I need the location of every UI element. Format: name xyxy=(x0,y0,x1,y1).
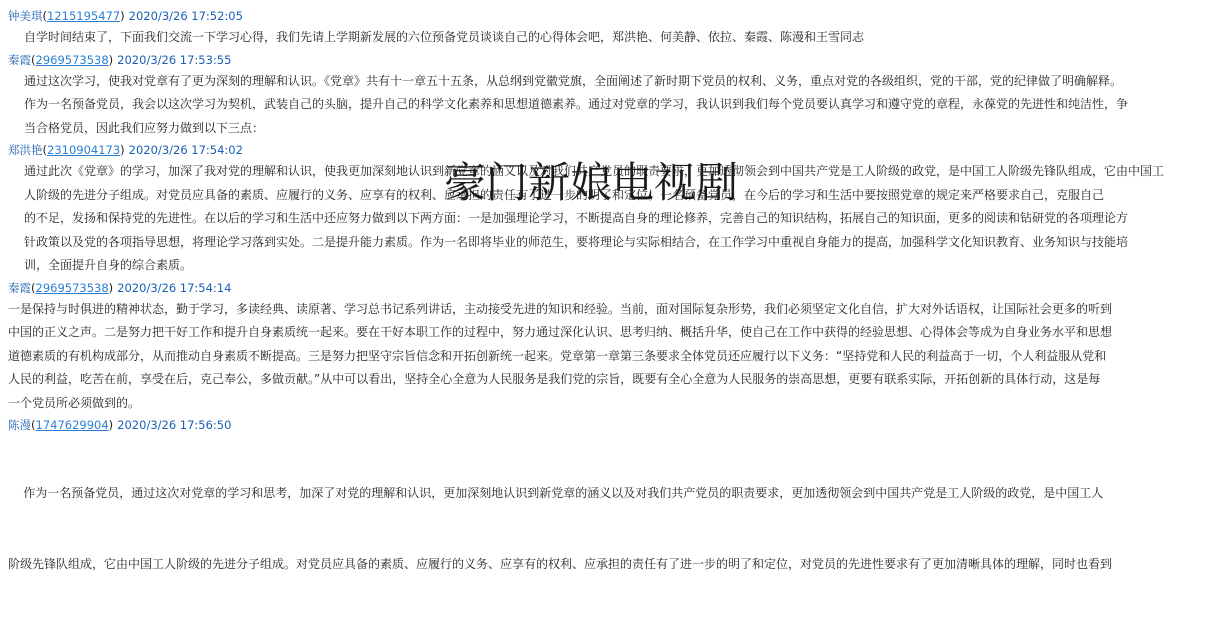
watermark-text: 豪门新娘电视剧 xyxy=(444,158,739,207)
sender-name: 郑洪艳 xyxy=(8,143,43,157)
sender-name: 秦霞 xyxy=(8,52,31,67)
message-body xyxy=(8,298,1222,416)
message-line: 通过这次学习，使我对党章有了更为深刻的理解和认识。《党章》共有十一章五十五条，从总纲到党徽党旗，全面阐述了新时期下党员的权利、义务，重点对党的各级组织，党的干部，党的纪律做了明确解释。 xyxy=(24,73,1123,88)
message-time: 2020/3/26 17:53:55 xyxy=(117,52,232,67)
message-time: 2020/3/26 17:56:50 xyxy=(117,418,232,432)
message-body xyxy=(8,70,1222,141)
qq-number-link[interactable]: 1747629904 xyxy=(35,418,109,432)
message-line: 当合格党员，因此我们应努力做到以下三点： xyxy=(24,120,265,135)
message-line: 道德素质的有机构成部分，从而推动自身素质不断提高。三是努力把坚守宗旨信念和开拓创新统一起来。党章第一章第三条要求全体党员还应履行以下义务：“坚持党和人民的利益高于一切，个人利益服从党和 xyxy=(8,348,1107,363)
message-body xyxy=(8,435,1222,623)
message-line: 人阶级的先进分子组成。对党员应具备的素质、应履行的义务、应享有的权利、应承担的责任有了进一步的明了和定位。一名预备党员，在今后的学习和生活中要按照党章的规定来严格要求自己，克服自己 xyxy=(24,187,1105,202)
message-header: 陈漫(1747629904) 2020/3/26 17:56:50 xyxy=(8,418,232,432)
message-line: 的不足，发扬和保持党的先进性。在以后的学习和生活中还应努力做到以下两方面：一是加强理论学习，不断提高自身的理论修养，完善自己的知识结构，拓展自己的知识面，更多的阅读和钻研党的各项理论方 xyxy=(24,211,1129,225)
chat-log xyxy=(8,6,1222,623)
sender-name: 陈漫 xyxy=(8,418,31,432)
qq-number-link[interactable]: 2969573538 xyxy=(35,52,109,67)
message-line: 训，全面提升自身的综合素质。 xyxy=(24,258,193,272)
chat-message xyxy=(8,6,1222,50)
chat-message xyxy=(8,415,1222,623)
sender-name: 钟美琪 xyxy=(8,9,43,23)
message-line: 人民的利益，吃苦在前，享受在后，克己奉公，多做贡献。”从中可以看出，坚持全心全意为人民服务是我们党的宗旨，既要有全心全意为人民服务的崇高思想，更要有联系实际，开拓创新的具体行动，这是每 xyxy=(8,372,1101,386)
message-header: 郑洪艳(2310904173) 2020/3/26 17:54:02 xyxy=(8,143,243,157)
message-header: 秦霞(2969573538) 2020/3/26 17:53:55 xyxy=(8,52,232,67)
message-line: 一是保持与时俱进的精神状态，勤于学习，多读经典、读原著、学习总书记系列讲话，主动接受先进的知识和经验。当前，面对国际复杂形势，我们必须坚定文化自信，扩大对外话语权，让国际社会更多的听到 xyxy=(8,301,1113,316)
message-line: 一个党员所必须做到的。 xyxy=(8,395,141,410)
qq-number-link[interactable]: 2310904173 xyxy=(47,143,121,157)
message-line: 作为一名预备党员，我会以这次学习为契机，武装自己的头脑，提升自己的科学文化素养和思想道德素养。通过对党章的学习，我认识到我们每个党员要认真学习和遵守党的章程，永葆党的先进性和纯洁性，争 xyxy=(24,97,1129,111)
message-time: 2020/3/26 17:54:02 xyxy=(128,143,243,157)
message-line: 中国的正义之声。二是努力把干好工作和提升自身素质统一起来。要在干好本职工作的过程中，努力通过深化认识、思考归纳、概括升华，使自己在工作中获得的经验思想、心得体会等成为自身业务水平和思想 xyxy=(8,325,1113,339)
message-time: 2020/3/26 17:54:14 xyxy=(117,280,232,295)
chat-message xyxy=(8,50,1222,141)
message-time: 2020/3/26 17:52:05 xyxy=(128,9,243,23)
message-body xyxy=(8,26,1222,50)
message-header: 钟美琪(1215195477) 2020/3/26 17:52:05 xyxy=(8,9,243,23)
qq-number-link[interactable]: 1215195477 xyxy=(47,9,121,23)
message-line: 针政策以及党的各项指导思想，将理论学习落到实处。二是提升能力素质。作为一名即将毕业的师范生，要将理论与实际相结合，在工作学习中重视自身能力的提高，加强科学文化知识教育、业务知识与技能培 xyxy=(24,234,1129,249)
message-line: 作为一名预备党员，通过这次对党章的学习和思考，加深了对党的理解和认识，更加深刻地认识到新党章的涵义以及对我们共产党员的职责要求，更加透彻领会到中国共产党是工人阶级的政党，是中国工人 xyxy=(8,486,1104,500)
qq-number-link[interactable]: 2969573538 xyxy=(35,280,109,295)
message-line: 阶级先锋队组成，它由中国工人阶级的先进分子组成。对党员应具备的素质、应履行的义务、应享有的权利、应承担的责任有了进一步的明了和定位，对党员的先进性要求有了更加清晰具体的理解，同时也看到 xyxy=(8,556,1113,571)
message-line: 自学时间结束了，下面我们交流一下学习心得，我们先请上学期新发展的六位预备党员谈谈自己的心得体会吧，郑洪艳、何美静、依拉、秦霞、陈漫和王雪同志 xyxy=(24,30,865,44)
sender-name: 秦霞 xyxy=(8,280,31,295)
message-header: 秦霞(2969573538) 2020/3/26 17:54:14 xyxy=(8,280,232,295)
message-line: 通过此次《党章》的学习，加深了我对党的理解和认识，使我更加深刻地认识到新党章的涵义以及对我们共产党员的职责要求，更加透彻领会到中国共产党是工人阶级的政党，是中国工人阶级先锋队组成，它由中国工 xyxy=(24,164,1165,178)
chat-message xyxy=(8,278,1222,416)
